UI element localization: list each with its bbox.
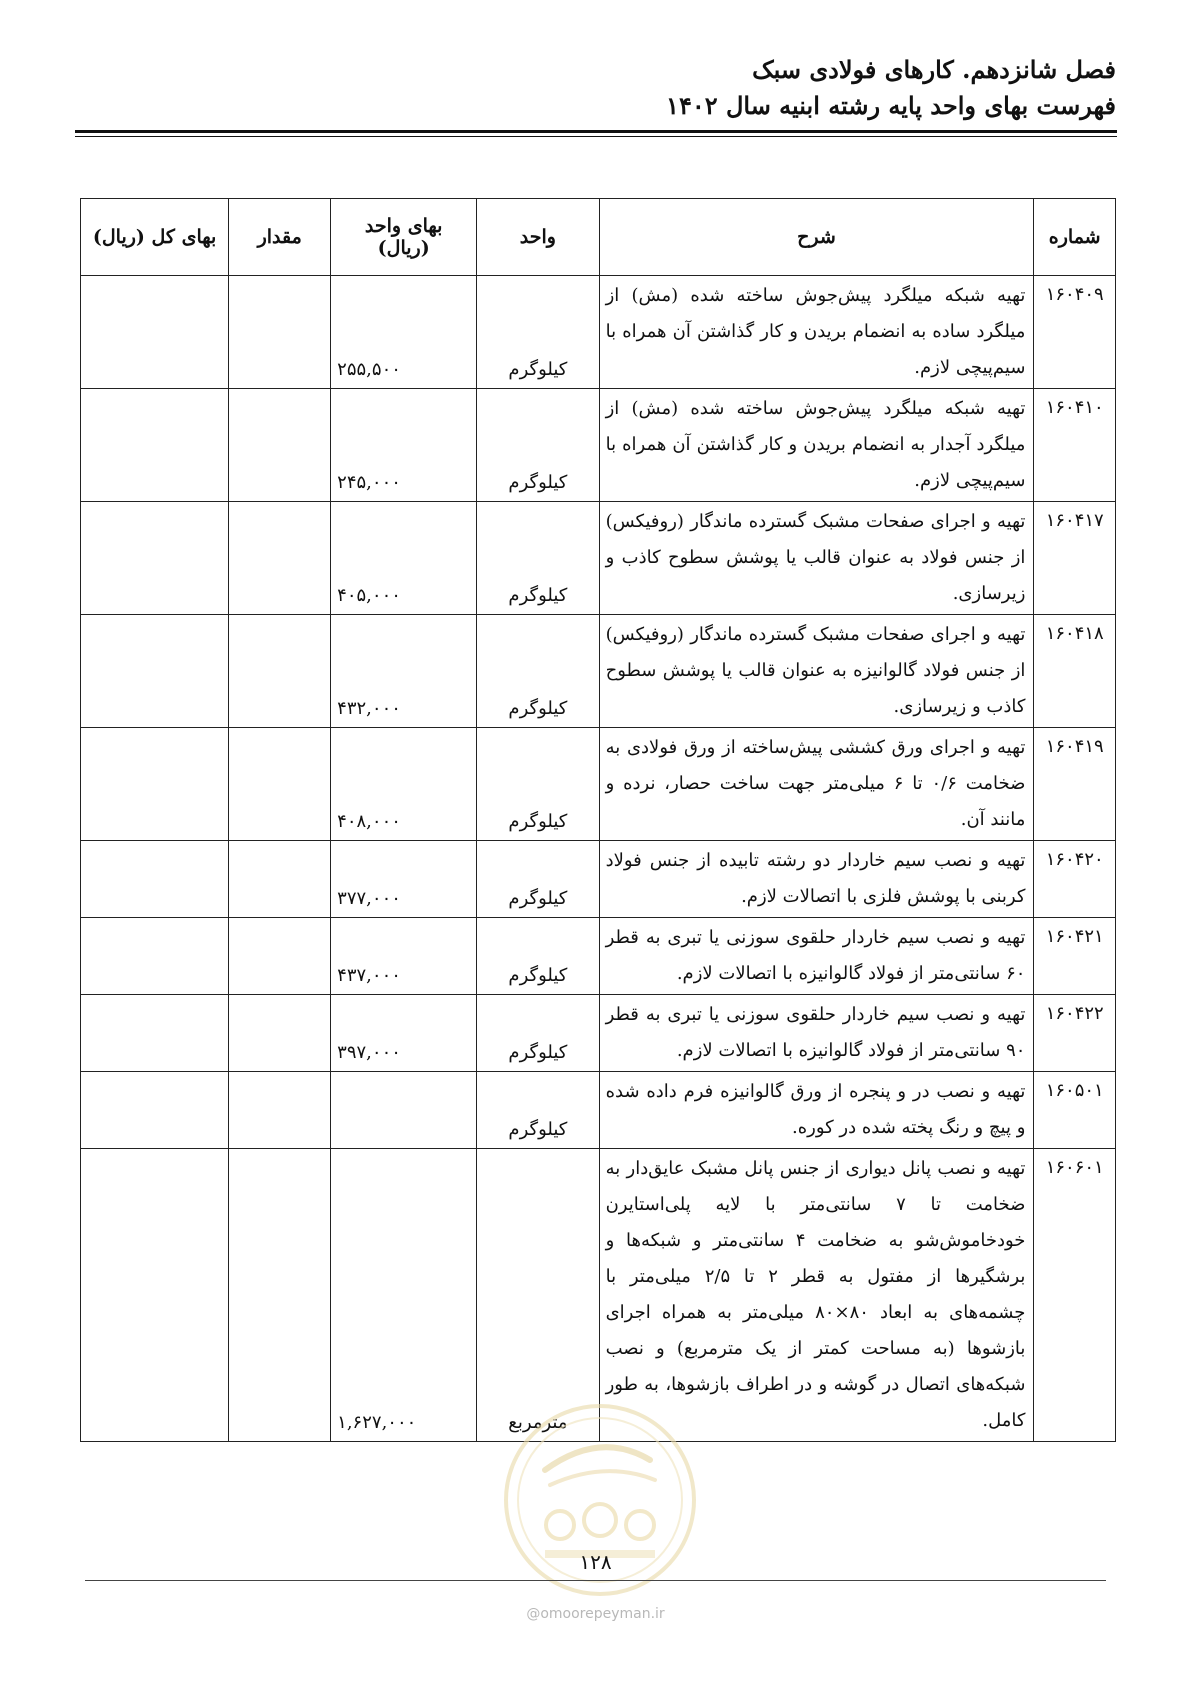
item-unit: کیلوگرم [477,1072,599,1149]
item-number: ۱۶۰۴۱۷ [1034,502,1116,615]
col-total-header: بهای کل (ریال) [81,199,229,276]
price-list-title: فهرست بهای واحد پایه رشته ابنیه سال ۱۴۰۲ [666,91,1116,120]
unit-price-currency: (ریال) [377,237,430,259]
table-row [81,389,1116,502]
item-number: ۱۶۰۴۰۹ [1034,276,1116,389]
item-quantity [229,389,331,502]
item-number: ۱۶۰۴۱۸ [1034,615,1116,728]
item-quantity [229,1072,331,1149]
item-description: تهیه و اجرای صفحات مشبک گسترده ماندگار (روفیکس) از جنس فولاد گالوانیزه به عنوان قالب یا پوشش سطوح کاذب و زیرسازی. [599,615,1034,728]
item-total-price [81,728,229,841]
item-description: تهیه شبکه میلگرد پیش‌جوش ساخته شده (مش) از میلگرد آجدار به انضمام بریدن و کار گذاشتن آن همراه با سیم‌پیچی لازم. [599,389,1034,502]
item-description: تهیه و اجرای ورق کششی پیش‌ساخته از ورق فولادی به ضخامت ۰/۶ تا ۶ میلی‌متر جهت ساخت حصار، نرده و مانند آن. [599,728,1034,841]
item-number: ۱۶۰۴۲۲ [1034,995,1116,1072]
item-quantity [229,1149,331,1442]
item-description: تهیه و نصب سیم خاردار حلقوی سوزنی یا تبری به قطر ۶۰ سانتی‌متر از فولاد گالوانیزه با اتصالات لازم. [599,918,1034,995]
item-quantity [229,728,331,841]
item-unit-price [331,1072,477,1149]
item-total-price [81,1149,229,1442]
item-number: ۱۶۰۶۰۱ [1034,1149,1116,1442]
item-quantity [229,502,331,615]
item-total-price [81,502,229,615]
item-number: ۱۶۰۴۱۹ [1034,728,1116,841]
item-unit-price: ۴۳۷,۰۰۰ [331,918,477,995]
item-unit: کیلوگرم [477,502,599,615]
item-total-price [81,615,229,728]
item-unit-price: ۴۰۵,۰۰۰ [331,502,477,615]
item-unit: کیلوگرم [477,841,599,918]
item-unit-price: ۲۵۵,۵۰۰ [331,276,477,389]
table-header-row [81,199,1116,276]
table-row [81,1072,1116,1149]
item-description: تهیه و نصب سیم خاردار حلقوی سوزنی یا تبری به قطر ۹۰ سانتی‌متر از فولاد گالوانیزه با اتصالات لازم. [599,995,1034,1072]
price-table [80,198,1116,1442]
item-total-price [81,1072,229,1149]
item-number: ۱۶۰۴۱۰ [1034,389,1116,502]
item-quantity [229,615,331,728]
item-number: ۱۶۰۴۲۰ [1034,841,1116,918]
item-description: تهیه و نصب سیم خاردار دو رشته تابیده از جنس فولاد کربنی با پوشش فلزی با اتصالات لازم. [599,841,1034,918]
table-row [81,615,1116,728]
item-total-price [81,995,229,1072]
header-rule-thin [75,136,1117,137]
item-quantity [229,841,331,918]
item-quantity [229,276,331,389]
item-unit: کیلوگرم [477,615,599,728]
item-total-price [81,276,229,389]
item-unit: کیلوگرم [477,389,599,502]
item-unit-price: ۴۰۸,۰۰۰ [331,728,477,841]
item-number: ۱۶۰۴۲۱ [1034,918,1116,995]
page-number: ۱۲۸ [579,1550,612,1574]
footer-rule [85,1580,1106,1581]
col-number-header: شماره [1034,199,1116,276]
item-description: تهیه و نصب پانل دیواری از جنس پانل مشبک عایق‌دار به ضخامت تا ۷ سانتی‌متر با لایه پلی‌استایرن خودخاموش‌شو به ضخامت ۴ سانتی‌متر و شبکه‌ها و برشگیرها از مفتول به قطر ۲ تا ۲/۵ میلی‌متر با چشمه‌های به ابعاد ۸۰×۸۰ میلی‌متر به همراه اجرای بازشوها (به مساحت کمتر از یک مترمربع) و نصب شبکه‌های اتصال در گوشه و در اطراف بازشوها، به طور کامل. [599,1149,1034,1442]
item-number: ۱۶۰۵۰۱ [1034,1072,1116,1149]
item-unit-price: ۴۳۲,۰۰۰ [331,615,477,728]
page-header [666,52,1116,124]
table-row [81,502,1116,615]
item-description: تهیه و اجرای صفحات مشبک گسترده ماندگار (روفیکس) از جنس فولاد به عنوان قالب یا پوشش سطوح کاذب و زیرسازی. [599,502,1034,615]
item-total-price [81,918,229,995]
item-unit-price: ۱,۶۲۷,۰۰۰ [331,1149,477,1442]
item-unit-price: ۳۹۷,۰۰۰ [331,995,477,1072]
table-row [81,918,1116,995]
table-row [81,728,1116,841]
table-row [81,1149,1116,1442]
item-unit: کیلوگرم [477,995,599,1072]
item-quantity [229,995,331,1072]
table-row [81,276,1116,389]
item-unit: کیلوگرم [477,918,599,995]
table-row [81,995,1116,1072]
col-unit-price-header [331,199,477,276]
chapter-title: فصل شانزدهم. کارهای فولادی سبک [752,55,1116,84]
item-total-price [81,841,229,918]
col-quantity-header: مقدار [229,199,331,276]
item-description: تهیه و نصب در و پنجره از ورق گالوانیزه فرم داده شده و پیچ و رنگ پخته شده در کوره. [599,1072,1034,1149]
item-unit: مترمربع [477,1149,599,1442]
item-unit: کیلوگرم [477,276,599,389]
item-unit: کیلوگرم [477,728,599,841]
item-total-price [81,389,229,502]
item-unit-price: ۲۴۵,۰۰۰ [331,389,477,502]
col-unit-header: واحد [477,199,599,276]
header-rule-thick [75,130,1117,133]
col-description-header: شرح [599,199,1034,276]
watermark-text: @omoorepeyman.ir [526,1606,665,1622]
item-quantity [229,918,331,995]
item-description: تهیه شبکه میلگرد پیش‌جوش ساخته شده (مش) از میلگرد ساده به انضمام بریدن و کار گذاشتن آن همراه با سیم‌پیچی لازم. [599,276,1034,389]
unit-price-label: بهای واحد [364,215,443,237]
table-row [81,841,1116,918]
item-unit-price: ۳۷۷,۰۰۰ [331,841,477,918]
